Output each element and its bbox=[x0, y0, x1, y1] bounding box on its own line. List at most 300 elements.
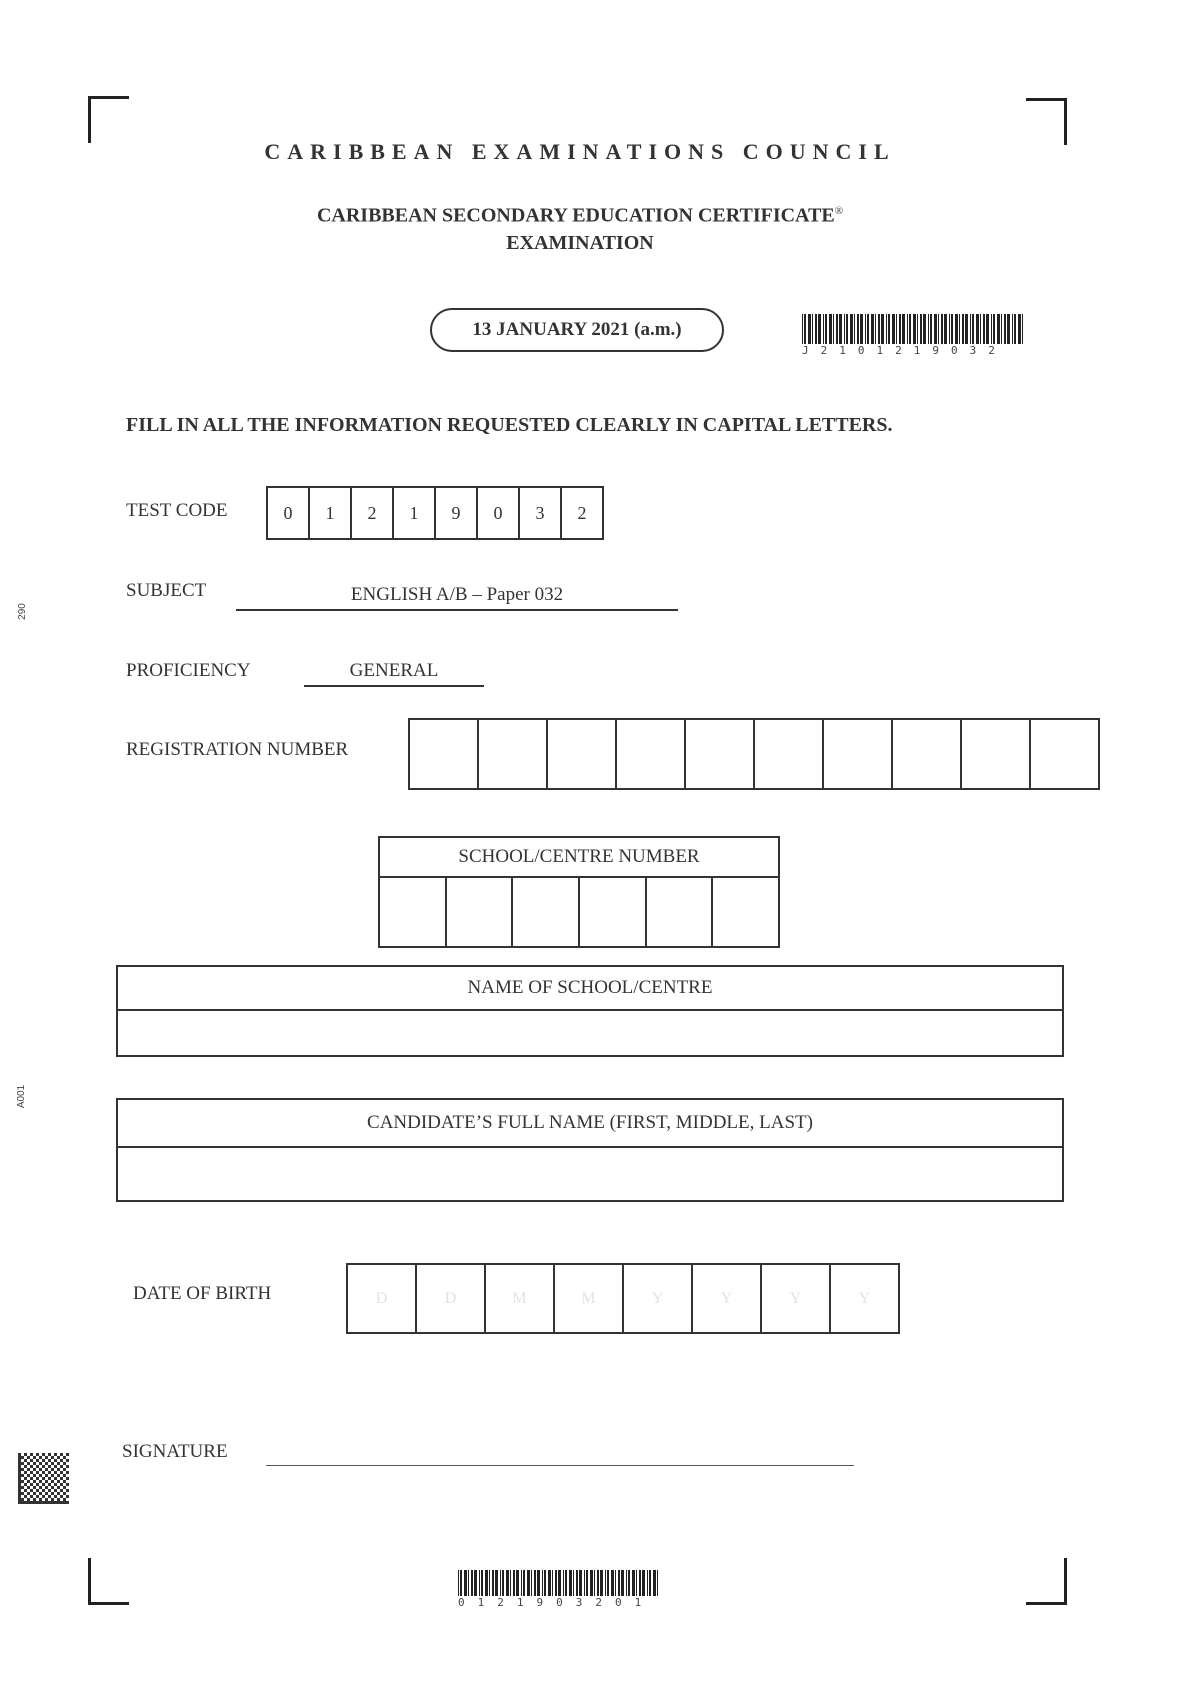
datamatrix-module bbox=[33, 1492, 36, 1495]
barcode-bar bbox=[829, 314, 832, 344]
datamatrix-module bbox=[18, 1474, 21, 1477]
datamatrix-module bbox=[48, 1489, 51, 1492]
barcode-bar bbox=[833, 314, 834, 344]
datamatrix-module bbox=[57, 1468, 60, 1471]
datamatrix-module bbox=[54, 1501, 57, 1504]
barcode-bar bbox=[899, 314, 901, 344]
datamatrix-module bbox=[42, 1471, 45, 1474]
datamatrix-module bbox=[18, 1498, 21, 1501]
barcode-bar bbox=[605, 1570, 606, 1596]
barcode-bar bbox=[991, 314, 992, 344]
datamatrix-module bbox=[39, 1498, 42, 1501]
barcode-bar bbox=[618, 1570, 620, 1596]
datamatrix-module bbox=[45, 1498, 48, 1501]
barcode-bar bbox=[531, 1570, 532, 1596]
signature-label: SIGNATURE bbox=[122, 1441, 228, 1462]
datamatrix-module bbox=[48, 1471, 51, 1474]
datamatrix-module bbox=[66, 1459, 69, 1462]
school-centre-number-cell[interactable] bbox=[645, 878, 712, 948]
datamatrix-module bbox=[66, 1495, 69, 1498]
barcode-bar bbox=[597, 1570, 599, 1596]
barcode-bar bbox=[584, 1570, 585, 1596]
datamatrix-module bbox=[18, 1495, 21, 1498]
barcode-bar bbox=[464, 1570, 467, 1596]
barcode-bar bbox=[653, 1570, 656, 1596]
barcode-bar bbox=[607, 1570, 609, 1596]
datamatrix-module bbox=[39, 1492, 42, 1495]
barcode-bar bbox=[1022, 314, 1023, 344]
barcode-bar bbox=[502, 1570, 504, 1596]
datamatrix-module bbox=[48, 1459, 51, 1462]
datamatrix-module bbox=[18, 1465, 21, 1468]
barcode-bar bbox=[920, 314, 922, 344]
datamatrix-module bbox=[66, 1453, 69, 1456]
datamatrix-module bbox=[36, 1459, 39, 1462]
barcode-bar bbox=[980, 314, 981, 344]
datamatrix-module bbox=[51, 1474, 54, 1477]
registration-number-cell[interactable] bbox=[477, 718, 548, 790]
school-centre-number-cell[interactable] bbox=[578, 878, 645, 948]
instruction-text: FILL IN ALL THE INFORMATION REQUESTED CLEARLY IN CAPITAL LETTERS. bbox=[126, 414, 893, 436]
barcode-bar bbox=[949, 314, 950, 344]
barcode-bar bbox=[818, 314, 821, 344]
datamatrix-module bbox=[66, 1483, 69, 1486]
datamatrix-module bbox=[48, 1453, 51, 1456]
datamatrix-module bbox=[36, 1483, 39, 1486]
datamatrix-module bbox=[30, 1459, 33, 1462]
datamatrix-module bbox=[39, 1468, 42, 1471]
registration-number-cell[interactable] bbox=[822, 718, 893, 790]
barcode-bar bbox=[993, 314, 995, 344]
datamatrix-module bbox=[30, 1465, 33, 1468]
proficiency-field[interactable]: GENERAL bbox=[304, 660, 484, 687]
datamatrix-module bbox=[27, 1480, 30, 1483]
datamatrix-module bbox=[60, 1489, 63, 1492]
barcode-bar bbox=[846, 314, 848, 344]
datamatrix-module bbox=[66, 1465, 69, 1468]
barcode-bar bbox=[573, 1570, 574, 1596]
datamatrix-module bbox=[27, 1501, 30, 1504]
datamatrix-module bbox=[24, 1471, 27, 1474]
barcode-bar bbox=[976, 314, 979, 344]
datamatrix-module bbox=[33, 1498, 36, 1501]
barcode-bar bbox=[576, 1570, 578, 1596]
barcode-bar bbox=[506, 1570, 509, 1596]
datamatrix-module bbox=[42, 1465, 45, 1468]
datamatrix-module bbox=[21, 1462, 24, 1465]
barcode-bar bbox=[636, 1570, 637, 1596]
barcode-bar bbox=[875, 314, 876, 344]
barcode-bar bbox=[871, 314, 874, 344]
school-centre-number-cell[interactable] bbox=[711, 878, 778, 948]
datamatrix-module bbox=[18, 1471, 21, 1474]
barcode-bar bbox=[802, 314, 803, 344]
datamatrix-module bbox=[18, 1462, 21, 1465]
side-mark-middle: A001 bbox=[16, 1084, 28, 1109]
registration-number-cell[interactable] bbox=[753, 718, 824, 790]
datamatrix-module bbox=[21, 1474, 24, 1477]
datamatrix-module bbox=[21, 1480, 24, 1483]
datamatrix-module bbox=[51, 1498, 54, 1501]
barcode-bar bbox=[495, 1570, 498, 1596]
certificate-title bbox=[0, 198, 1160, 257]
datamatrix-module bbox=[42, 1501, 45, 1504]
corner-mark-top-right bbox=[1026, 98, 1067, 145]
datamatrix-module bbox=[48, 1477, 51, 1480]
barcode-bar bbox=[808, 314, 811, 344]
datamatrix-module bbox=[30, 1489, 33, 1492]
datamatrix-module bbox=[27, 1492, 30, 1495]
barcode-bar bbox=[881, 314, 884, 344]
barcode-bar bbox=[492, 1570, 494, 1596]
datamatrix-module bbox=[60, 1477, 63, 1480]
subject-field[interactable]: ENGLISH A/B – Paper 032 bbox=[236, 584, 678, 611]
school-centre-number-label: SCHOOL/CENTRE NUMBER bbox=[380, 838, 778, 878]
datamatrix-module bbox=[60, 1483, 63, 1486]
certificate-name: CARIBBEAN SECONDARY EDUCATION CERTIFICATE bbox=[316, 204, 835, 227]
barcode-bar bbox=[913, 314, 916, 344]
examination-label: EXAMINATION bbox=[506, 231, 654, 254]
barcode-bar bbox=[474, 1570, 477, 1596]
registration-number-cell[interactable] bbox=[546, 718, 617, 790]
date-of-birth-cell[interactable]: D bbox=[346, 1263, 417, 1334]
barcode-bar bbox=[628, 1570, 630, 1596]
datamatrix-module bbox=[21, 1501, 24, 1504]
barcode-bar bbox=[632, 1570, 635, 1596]
barcode-bar bbox=[917, 314, 918, 344]
datamatrix-module bbox=[18, 1453, 21, 1456]
datamatrix-module bbox=[30, 1495, 33, 1498]
barcode-bar bbox=[1004, 314, 1006, 344]
barcode-bar bbox=[902, 314, 905, 344]
datamatrix-module bbox=[63, 1501, 66, 1504]
datamatrix-module bbox=[48, 1465, 51, 1468]
datamatrix-module bbox=[45, 1474, 48, 1477]
barcode-bar bbox=[548, 1570, 551, 1596]
barcode-bar bbox=[850, 314, 853, 344]
barcode-bar bbox=[1014, 314, 1016, 344]
barcode-bar bbox=[865, 314, 866, 344]
datamatrix-module bbox=[39, 1462, 42, 1465]
datamatrix-module bbox=[18, 1501, 21, 1504]
barcode-bar bbox=[907, 314, 908, 344]
datamatrix-module bbox=[57, 1456, 60, 1459]
datamatrix-module bbox=[24, 1453, 27, 1456]
barcode-bar bbox=[1001, 314, 1002, 344]
date-of-birth-cell[interactable]: Y bbox=[760, 1263, 831, 1334]
datamatrix-module bbox=[48, 1483, 51, 1486]
datamatrix-module bbox=[30, 1483, 33, 1486]
datamatrix-module bbox=[51, 1492, 54, 1495]
datamatrix-module bbox=[27, 1474, 30, 1477]
datamatrix-module bbox=[42, 1453, 45, 1456]
corner-mark-top-left bbox=[88, 96, 129, 143]
datamatrix-module bbox=[27, 1486, 30, 1489]
exam-date-box bbox=[430, 308, 724, 352]
barcode-bar bbox=[579, 1570, 582, 1596]
date-of-birth-cell[interactable]: D bbox=[415, 1263, 486, 1334]
bottom-barcode-bars bbox=[458, 1570, 660, 1596]
test-code-digit: 3 bbox=[518, 486, 562, 540]
exam-date: 13 JANUARY 2021 (a.m.) bbox=[472, 319, 682, 340]
barcode-bar bbox=[997, 314, 1000, 344]
datamatrix-module bbox=[18, 1468, 21, 1471]
datamatrix-module bbox=[33, 1468, 36, 1471]
barcode-bar bbox=[909, 314, 911, 344]
barcode-bar bbox=[657, 1570, 658, 1596]
datamatrix-module bbox=[57, 1501, 60, 1504]
datamatrix-module bbox=[42, 1477, 45, 1480]
barcode-bar bbox=[972, 314, 974, 344]
datamatrix-module bbox=[51, 1486, 54, 1489]
datamatrix-module bbox=[24, 1477, 27, 1480]
datamatrix-module bbox=[18, 1492, 21, 1495]
bottom-barcode-digits: 0121903201 bbox=[458, 1596, 655, 1609]
barcode-bar bbox=[516, 1570, 519, 1596]
datamatrix-module bbox=[21, 1456, 24, 1459]
datamatrix-module bbox=[66, 1501, 69, 1504]
datamatrix-module bbox=[57, 1480, 60, 1483]
datamatrix-module bbox=[18, 1480, 21, 1483]
barcode-bar bbox=[854, 314, 855, 344]
school-name-label: NAME OF SCHOOL/CENTRE bbox=[118, 967, 1062, 1011]
test-code-digit: 2 bbox=[560, 486, 604, 540]
datamatrix-module bbox=[30, 1471, 33, 1474]
datamatrix-module bbox=[36, 1501, 39, 1504]
datamatrix-module bbox=[54, 1489, 57, 1492]
barcode-bar bbox=[815, 314, 817, 344]
registration-number-cell[interactable] bbox=[615, 718, 686, 790]
barcode-bar bbox=[934, 314, 937, 344]
datamatrix-module bbox=[18, 1483, 21, 1486]
barcode-bar bbox=[471, 1570, 473, 1596]
registration-number-cell[interactable] bbox=[1029, 718, 1100, 790]
datamatrix-module bbox=[57, 1498, 60, 1501]
registration-number-label: REGISTRATION NUMBER bbox=[126, 739, 349, 760]
school-centre-number-boxes bbox=[380, 878, 778, 948]
datamatrix-module bbox=[21, 1498, 24, 1501]
datamatrix-module bbox=[57, 1486, 60, 1489]
barcode-bar bbox=[481, 1570, 483, 1596]
datamatrix-module bbox=[24, 1501, 27, 1504]
registration-number-cell[interactable] bbox=[408, 718, 479, 790]
test-code-digit: 2 bbox=[350, 486, 394, 540]
datamatrix-module bbox=[54, 1495, 57, 1498]
candidate-name-label: CANDIDATE’S FULL NAME (FIRST, MIDDLE, LAST) bbox=[118, 1100, 1062, 1148]
barcode-bar bbox=[489, 1570, 490, 1596]
barcode-bar bbox=[600, 1570, 603, 1596]
top-barcode-digits: J2101219032 bbox=[802, 344, 1007, 357]
barcode-bar bbox=[941, 314, 943, 344]
top-barcode bbox=[802, 314, 1025, 357]
barcode-bar bbox=[1012, 314, 1013, 344]
datamatrix-module bbox=[42, 1483, 45, 1486]
datamatrix-module bbox=[51, 1468, 54, 1471]
datamatrix-module bbox=[36, 1471, 39, 1474]
datamatrix-module bbox=[63, 1486, 66, 1489]
datamatrix-module bbox=[36, 1453, 39, 1456]
barcode-bar bbox=[823, 314, 824, 344]
datamatrix-module bbox=[60, 1465, 63, 1468]
barcode-bar bbox=[959, 314, 960, 344]
datamatrix-module bbox=[51, 1456, 54, 1459]
datamatrix-module bbox=[63, 1474, 66, 1477]
barcode-bar bbox=[986, 314, 989, 344]
barcode-bar bbox=[537, 1570, 540, 1596]
barcode-bar bbox=[896, 314, 897, 344]
datamatrix-module bbox=[48, 1495, 51, 1498]
datamatrix-module bbox=[57, 1492, 60, 1495]
datamatrix-module bbox=[33, 1501, 36, 1504]
top-barcode-bars bbox=[802, 314, 1025, 344]
datamatrix-graphic bbox=[18, 1453, 69, 1504]
date-of-birth-cell[interactable]: Y bbox=[622, 1263, 693, 1334]
barcode-bar bbox=[892, 314, 895, 344]
side-mark-top: 290 bbox=[16, 603, 28, 620]
barcode-bar bbox=[500, 1570, 501, 1596]
registration-number-cell[interactable] bbox=[684, 718, 755, 790]
barcode-bar bbox=[513, 1570, 515, 1596]
datamatrix-module bbox=[33, 1474, 36, 1477]
datamatrix-module bbox=[57, 1474, 60, 1477]
datamatrix-module bbox=[21, 1492, 24, 1495]
registration-number-cell[interactable] bbox=[891, 718, 962, 790]
barcode-bar bbox=[839, 314, 842, 344]
datamatrix-module bbox=[24, 1459, 27, 1462]
barcode-bar bbox=[836, 314, 838, 344]
barcode-bar bbox=[642, 1570, 645, 1596]
barcode-bar bbox=[523, 1570, 525, 1596]
school-centre-number-box bbox=[378, 836, 780, 948]
datamatrix-module bbox=[39, 1501, 42, 1504]
candidate-name-field[interactable] bbox=[118, 1148, 1062, 1202]
datamatrix-module bbox=[21, 1468, 24, 1471]
datamatrix-module bbox=[27, 1462, 30, 1465]
datamatrix-module bbox=[18, 1477, 21, 1480]
barcode-bar bbox=[860, 314, 863, 344]
school-centre-number-cell[interactable] bbox=[445, 878, 512, 948]
test-code-digit: 1 bbox=[308, 486, 352, 540]
datamatrix-module bbox=[42, 1489, 45, 1492]
datamatrix-module bbox=[54, 1477, 57, 1480]
barcode-bar bbox=[965, 314, 968, 344]
datamatrix-module bbox=[63, 1498, 66, 1501]
barcode-bar bbox=[857, 314, 859, 344]
datamatrix-module bbox=[60, 1501, 63, 1504]
datamatrix-module bbox=[18, 1489, 21, 1492]
barcode-bar bbox=[1018, 314, 1021, 344]
school-name-box bbox=[116, 965, 1064, 1057]
datamatrix-module bbox=[45, 1480, 48, 1483]
barcode-bar bbox=[552, 1570, 553, 1596]
datamatrix-module bbox=[51, 1462, 54, 1465]
datamatrix-module bbox=[66, 1489, 69, 1492]
barcode-bar bbox=[626, 1570, 627, 1596]
datamatrix-module bbox=[54, 1459, 57, 1462]
datamatrix-module bbox=[18, 1459, 21, 1462]
barcode-bar bbox=[621, 1570, 624, 1596]
registration-number-boxes bbox=[408, 718, 1100, 790]
barcode-bar bbox=[844, 314, 845, 344]
date-of-birth-label: DATE OF BIRTH bbox=[133, 1283, 272, 1304]
datamatrix-module bbox=[45, 1486, 48, 1489]
barcode-bar bbox=[542, 1570, 543, 1596]
barcode-bar bbox=[586, 1570, 588, 1596]
barcode-bar bbox=[647, 1570, 648, 1596]
barcode-bar bbox=[590, 1570, 593, 1596]
barcode-bar bbox=[594, 1570, 595, 1596]
datamatrix-module bbox=[39, 1480, 42, 1483]
datamatrix-module bbox=[27, 1468, 30, 1471]
barcode-bar bbox=[565, 1570, 567, 1596]
datamatrix-module bbox=[45, 1456, 48, 1459]
test-code-digit: 0 bbox=[266, 486, 310, 540]
registration-number-cell[interactable] bbox=[960, 718, 1031, 790]
barcode-bar bbox=[544, 1570, 546, 1596]
date-of-birth-cell[interactable]: Y bbox=[829, 1263, 900, 1334]
date-of-birth-cell[interactable]: M bbox=[553, 1263, 624, 1334]
school-centre-number-cell[interactable] bbox=[511, 878, 578, 948]
datamatrix-module bbox=[42, 1459, 45, 1462]
barcode-bar bbox=[479, 1570, 480, 1596]
datamatrix-module bbox=[54, 1471, 57, 1474]
date-of-birth-boxes bbox=[346, 1263, 900, 1334]
datamatrix-module bbox=[60, 1495, 63, 1498]
barcode-bar bbox=[878, 314, 880, 344]
datamatrix-module bbox=[54, 1483, 57, 1486]
barcode-bar bbox=[468, 1570, 469, 1596]
datamatrix-module bbox=[18, 1456, 21, 1459]
signature-line[interactable] bbox=[266, 1465, 854, 1466]
barcode-bar bbox=[886, 314, 887, 344]
date-of-birth-cell[interactable]: M bbox=[484, 1263, 555, 1334]
barcode-bar bbox=[888, 314, 890, 344]
barcode-bar bbox=[563, 1570, 564, 1596]
barcode-bar bbox=[527, 1570, 530, 1596]
datamatrix-module bbox=[24, 1465, 27, 1468]
date-of-birth-cell[interactable]: Y bbox=[691, 1263, 762, 1334]
datamatrix-module bbox=[54, 1453, 57, 1456]
datamatrix-module bbox=[63, 1492, 66, 1495]
datamatrix-module bbox=[18, 1486, 21, 1489]
candidate-name-box bbox=[116, 1098, 1064, 1202]
datamatrix-module bbox=[36, 1477, 39, 1480]
datamatrix-module bbox=[39, 1486, 42, 1489]
datamatrix-module bbox=[30, 1501, 33, 1504]
barcode-bar bbox=[534, 1570, 536, 1596]
datamatrix-module bbox=[60, 1459, 63, 1462]
datamatrix-module bbox=[27, 1456, 30, 1459]
school-centre-number-cell[interactable] bbox=[380, 878, 445, 948]
corner-mark-bottom-right bbox=[1026, 1558, 1067, 1605]
barcode-bar bbox=[962, 314, 964, 344]
datamatrix-module bbox=[60, 1453, 63, 1456]
barcode-bar bbox=[649, 1570, 651, 1596]
school-name-field[interactable] bbox=[118, 1011, 1062, 1057]
datamatrix-module bbox=[51, 1501, 54, 1504]
barcode-bar bbox=[804, 314, 806, 344]
test-code-label: TEST CODE bbox=[126, 500, 228, 521]
barcode-bar bbox=[555, 1570, 557, 1596]
barcode-bar bbox=[458, 1570, 459, 1596]
test-code-boxes bbox=[266, 486, 604, 540]
datamatrix-module bbox=[57, 1462, 60, 1465]
datamatrix-module bbox=[24, 1495, 27, 1498]
barcode-bar bbox=[615, 1570, 616, 1596]
barcode-bar bbox=[611, 1570, 614, 1596]
datamatrix-module bbox=[24, 1489, 27, 1492]
barcode-bar bbox=[639, 1570, 641, 1596]
